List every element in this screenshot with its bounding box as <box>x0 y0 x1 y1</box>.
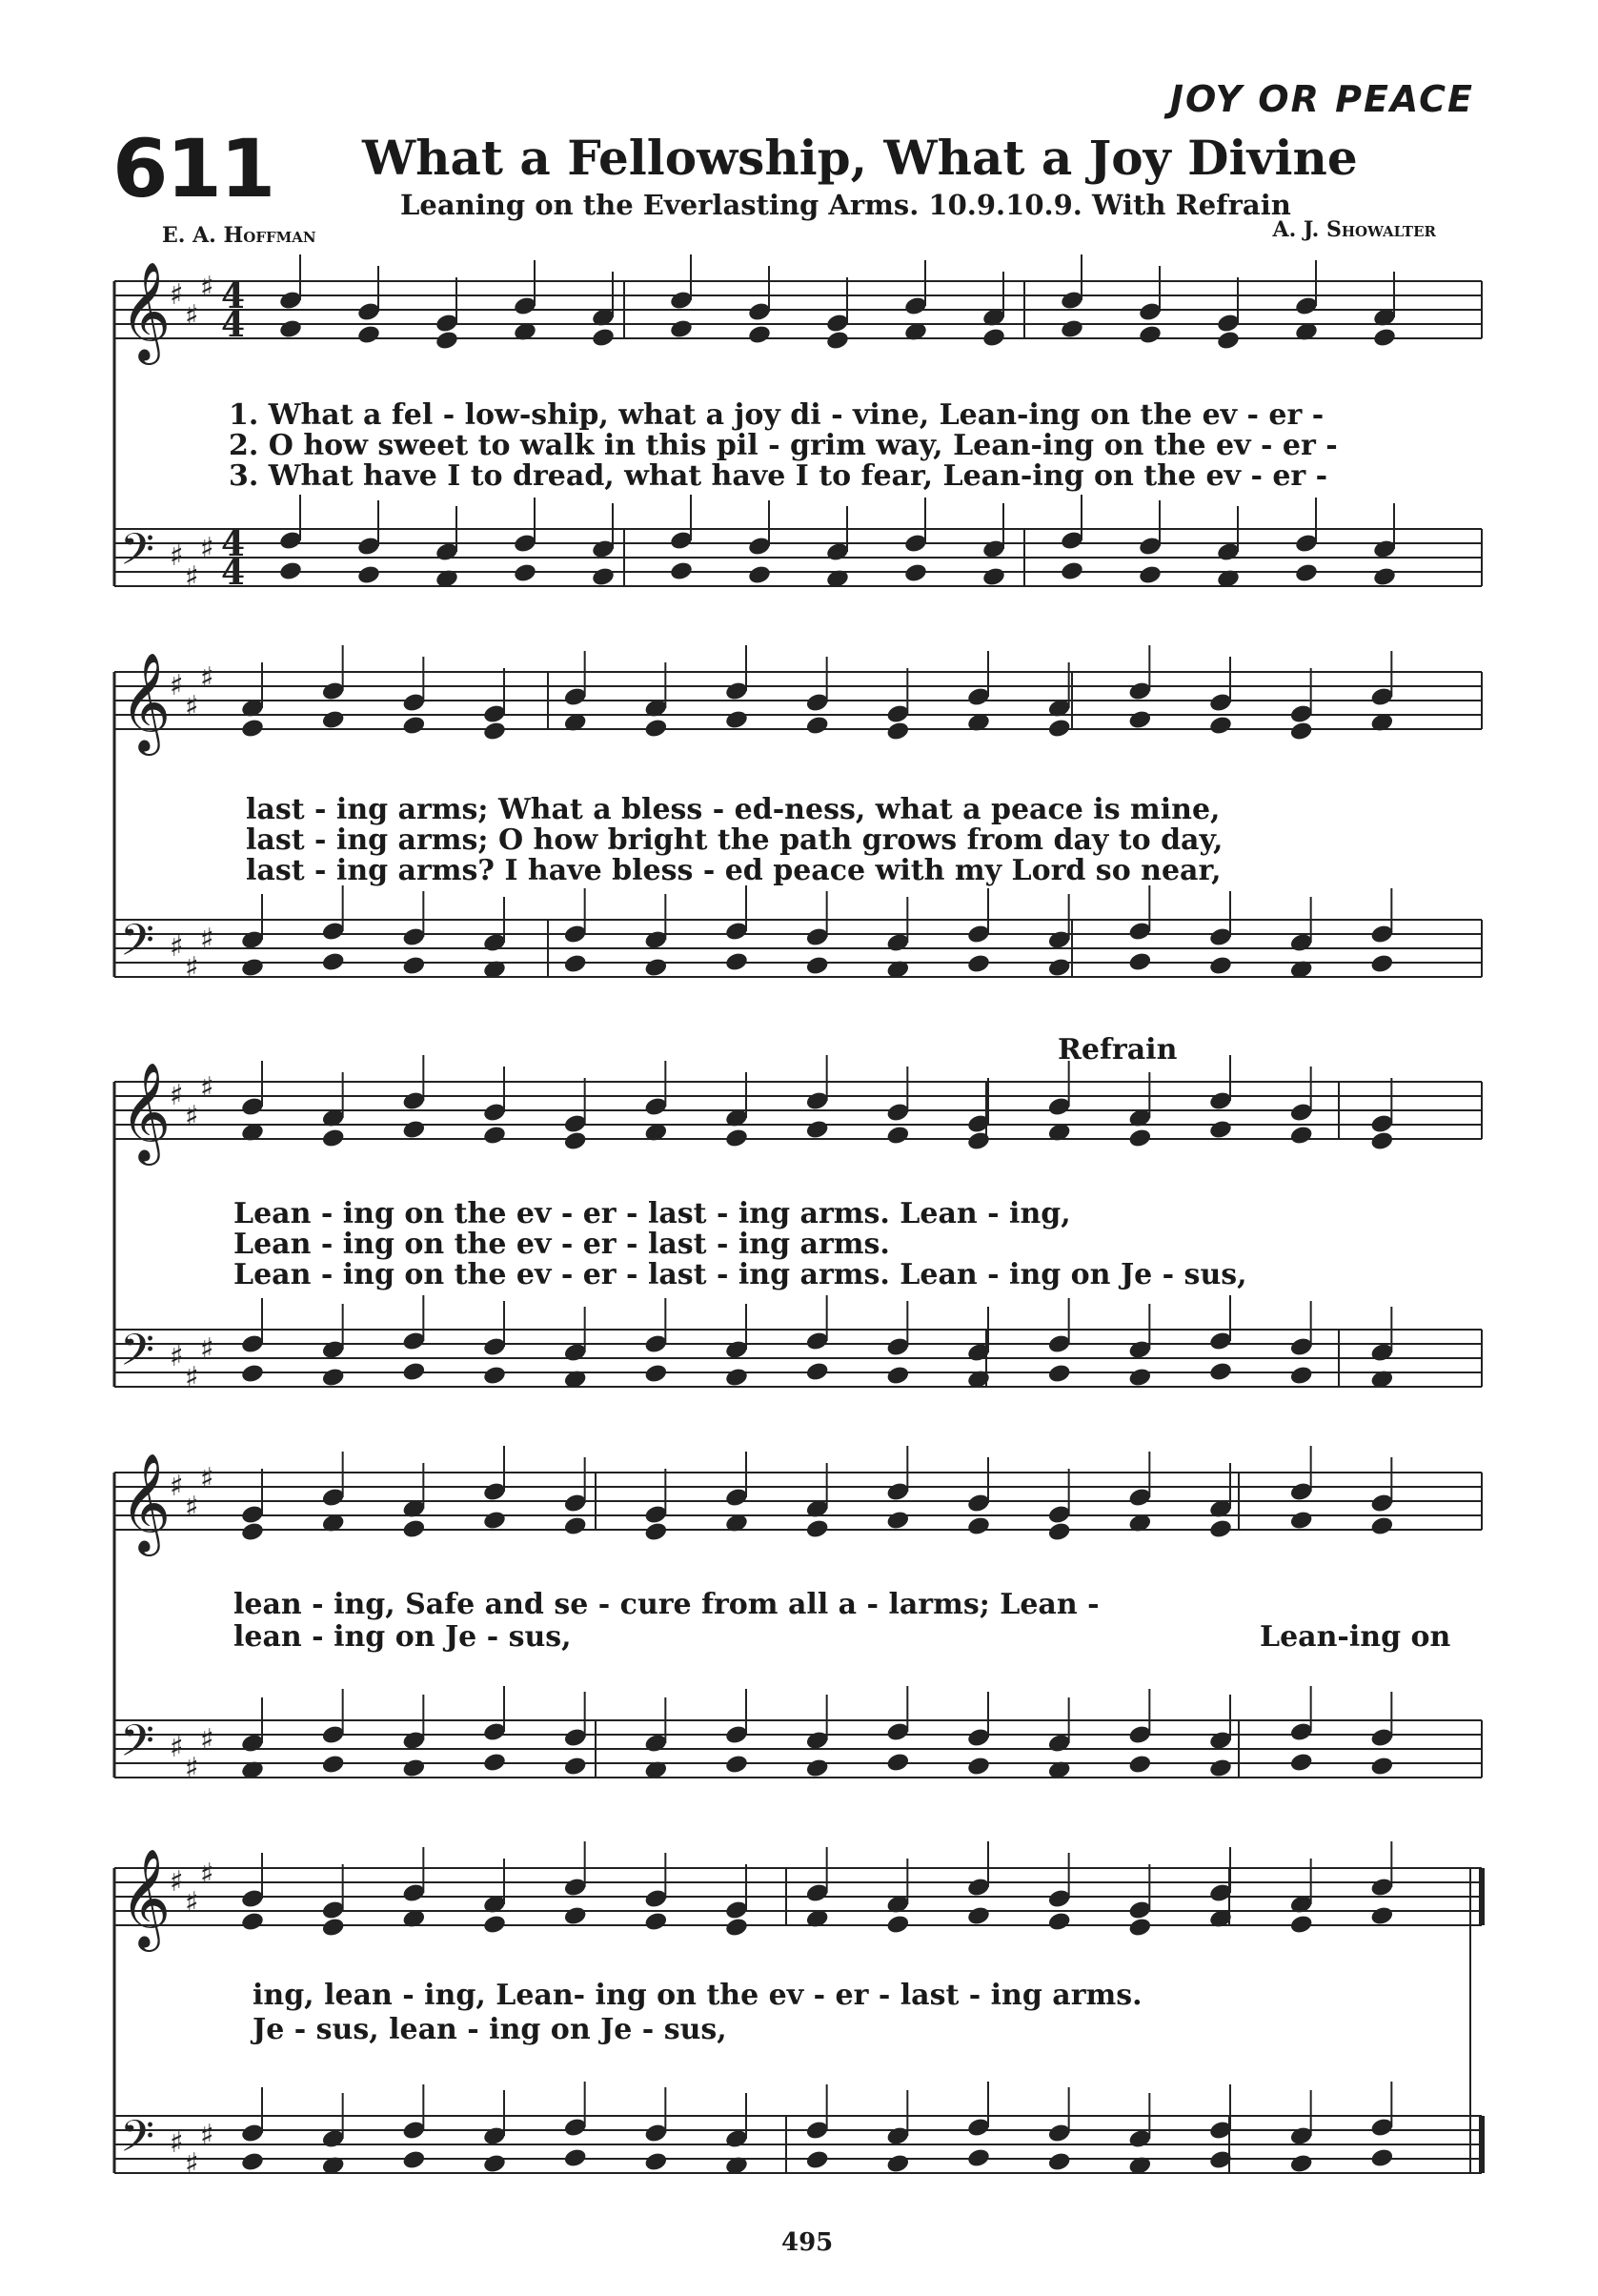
note-head <box>482 721 507 742</box>
note-head <box>1127 1917 1152 1939</box>
note-head <box>1138 324 1163 346</box>
sharp-icon: ♯ <box>200 1462 214 1495</box>
clef-icon: 𝄞 <box>120 261 172 361</box>
note-head <box>1047 1911 1072 1933</box>
note-head <box>1289 2153 1314 2175</box>
clef-icon: 𝄢 <box>120 524 155 586</box>
lyric-line: Lean-ing on <box>1260 1620 1451 1654</box>
note-head <box>885 1752 910 1774</box>
note-head <box>482 1125 507 1147</box>
note-head <box>1372 327 1397 349</box>
note-head <box>321 1917 346 1939</box>
note-head <box>805 715 830 737</box>
note-head <box>563 1130 588 1152</box>
note-head <box>885 2153 910 2175</box>
note-head <box>563 1756 588 1778</box>
note-head <box>1127 1367 1152 1389</box>
note-head <box>885 1914 910 1936</box>
note-head <box>401 1758 426 1779</box>
note-head <box>825 330 850 352</box>
note-head <box>401 955 426 977</box>
lyric-line: lean - ing on Je - sus, <box>233 1620 572 1654</box>
sharp-icon: ♯ <box>200 271 214 304</box>
note-head <box>1127 951 1152 973</box>
note-head <box>240 718 265 740</box>
note-head <box>885 1510 910 1532</box>
sharp-icon: ♯ <box>185 560 199 594</box>
note-head <box>885 721 910 742</box>
sharp-icon: ♯ <box>185 2147 199 2181</box>
note-head <box>1047 1363 1072 1385</box>
clef-icon: 𝄢 <box>120 2111 155 2173</box>
note-head <box>1060 560 1084 582</box>
hymn-title: What a Fellowship, What a Joy Divine <box>362 130 1358 186</box>
note-head <box>321 709 346 731</box>
note-head <box>724 951 749 973</box>
time-signature: 4 <box>221 524 246 564</box>
lyric-line: Je - sus, lean - ing on Je - sus, <box>253 2013 727 2046</box>
clef-icon: 𝄢 <box>120 1716 155 1778</box>
sharp-icon: ♯ <box>200 661 214 695</box>
note-head <box>805 955 830 977</box>
sharp-icon: ♯ <box>185 1491 199 1524</box>
note-head <box>1127 709 1152 731</box>
note-head <box>669 318 694 340</box>
sharp-icon: ♯ <box>170 278 184 312</box>
note-head <box>1289 1125 1314 1147</box>
note-head <box>981 566 1006 588</box>
note-head <box>591 327 616 349</box>
note-head <box>1208 1518 1233 1540</box>
note-head <box>482 1510 507 1532</box>
note-head <box>966 1515 991 1537</box>
note-head <box>482 1365 507 1387</box>
sharp-icon: ♯ <box>185 1361 199 1394</box>
note-head <box>966 1130 991 1152</box>
note-head <box>563 1515 588 1537</box>
section-heading: JOY OR PEACE <box>1169 78 1474 120</box>
note-head <box>643 718 668 740</box>
sharp-icon: ♯ <box>185 1886 199 1920</box>
note-head <box>563 953 588 975</box>
sharp-icon: ♯ <box>200 2119 214 2152</box>
note-head <box>482 1752 507 1774</box>
note-head <box>885 1125 910 1147</box>
tune-line: Leaning on the Everlasting Arms. 10.9.10.9. With Refrain <box>400 189 1291 221</box>
sharp-icon: ♯ <box>170 1865 184 1899</box>
sharp-icon: ♯ <box>170 1340 184 1373</box>
note-head <box>966 953 991 975</box>
clef-icon: 𝄞 <box>120 1848 172 1948</box>
note-head <box>1047 1521 1072 1543</box>
note-head <box>240 1363 265 1385</box>
page-number: 495 <box>781 2228 834 2257</box>
lyric-line: 2. O how sweet to walk in this pil - grim way, Lean-ing on the ev - er - <box>229 429 1338 462</box>
note-head <box>643 1911 668 1933</box>
note-head <box>981 327 1006 349</box>
time-signature: 4 <box>221 276 246 316</box>
note-head <box>591 566 616 588</box>
note-head <box>1216 330 1241 352</box>
composer-credit: A. J. Showalter <box>1272 217 1436 242</box>
note-head <box>1208 1758 1233 1779</box>
sharp-icon: ♯ <box>185 690 199 723</box>
note-head <box>747 324 772 346</box>
lyric-line: last - ing arms; O how bright the path grows from day to day, <box>246 823 1224 857</box>
note-head <box>805 1758 830 1779</box>
note-head <box>747 564 772 586</box>
note-head <box>1127 1754 1152 1776</box>
note-head <box>805 2149 830 2171</box>
sharp-icon: ♯ <box>200 532 214 565</box>
note-head <box>240 1911 265 1933</box>
note-head <box>903 562 928 584</box>
note-head <box>805 1361 830 1383</box>
time-signature: 4 <box>221 553 246 593</box>
note-head <box>321 951 346 973</box>
note-head <box>1369 953 1394 975</box>
note-head <box>1060 318 1084 340</box>
refrain-label: Refrain <box>1058 1033 1178 1067</box>
note-head <box>805 1518 830 1540</box>
note-head <box>1138 564 1163 586</box>
clef-icon: 𝄞 <box>120 1453 172 1553</box>
note-head <box>724 709 749 731</box>
note-head <box>240 1521 265 1543</box>
sharp-icon: ♯ <box>185 1100 199 1133</box>
note-head <box>724 1367 749 1389</box>
sharp-icon: ♯ <box>200 1332 214 1366</box>
note-head <box>1047 957 1072 979</box>
note-head <box>1208 1119 1233 1141</box>
note-head <box>966 1756 991 1778</box>
note-head <box>966 2147 991 2169</box>
note-head <box>482 2153 507 2175</box>
sharp-icon: ♯ <box>200 1858 214 1891</box>
sharp-icon: ♯ <box>185 1752 199 1785</box>
sharp-icon: ♯ <box>170 669 184 702</box>
note-head <box>1208 955 1233 977</box>
clef-icon: 𝄞 <box>120 652 172 752</box>
sharp-icon: ♯ <box>170 2126 184 2160</box>
sharp-icon: ♯ <box>200 1071 214 1105</box>
author-credit: E. A. Hoffman <box>162 223 316 248</box>
note-head <box>885 1365 910 1387</box>
note-head <box>1289 721 1314 742</box>
note-head <box>482 1914 507 1936</box>
note-head <box>643 957 668 979</box>
note-head <box>401 1119 426 1141</box>
note-head <box>513 562 537 584</box>
note-head <box>643 2151 668 2173</box>
note-head <box>563 1905 588 1927</box>
note-head <box>669 560 694 582</box>
note-head <box>643 1521 668 1543</box>
note-head <box>1208 1361 1233 1383</box>
note-head <box>240 2151 265 2173</box>
note-head <box>435 330 459 352</box>
clef-icon: 𝄢 <box>120 915 155 977</box>
lyric-line: ing, lean - ing, Lean- ing on the ev - er - last - ing arms. <box>253 1979 1143 2012</box>
note-head <box>240 957 265 979</box>
note-head <box>563 2147 588 2169</box>
note-head <box>401 1518 426 1540</box>
note-head <box>805 1119 830 1141</box>
note-head <box>278 318 303 340</box>
note-head <box>356 564 381 586</box>
lyric-line: last - ing arms? I have bless - ed peace with my Lord so near, <box>246 854 1222 887</box>
lyric-line: Lean - ing on the ev - er - last - ing arms. Lean - ing on Je - sus, <box>233 1258 1247 1291</box>
lyric-line: last - ing arms; What a bless - ed-ness, what a peace is mine, <box>246 793 1221 826</box>
sharp-icon: ♯ <box>185 951 199 985</box>
note-head <box>1289 1510 1314 1532</box>
note-head <box>401 1361 426 1383</box>
note-head <box>724 1754 749 1776</box>
sharp-icon: ♯ <box>170 539 184 573</box>
note-head <box>643 1363 668 1385</box>
note-head <box>278 560 303 582</box>
note-head <box>1369 1905 1394 1927</box>
clef-icon: 𝄢 <box>120 1325 155 1387</box>
note-head <box>321 1367 346 1389</box>
hymn-number: 611 <box>112 122 274 215</box>
note-head <box>1047 2151 1072 2173</box>
note-head <box>1369 1756 1394 1778</box>
note-head <box>321 1754 346 1776</box>
note-head <box>1369 1130 1394 1152</box>
sharp-icon: ♯ <box>185 299 199 333</box>
sharp-icon: ♯ <box>200 1723 214 1757</box>
note-head <box>1369 1515 1394 1537</box>
note-head <box>1294 562 1319 584</box>
note-head <box>321 1128 346 1149</box>
lyric-line: Lean - ing on the ev - er - last - ing arms. Lean - ing, <box>233 1197 1071 1230</box>
note-head <box>724 1917 749 1939</box>
lyric-line: lean - ing, Safe and se - cure from all a - larms; Lean - <box>233 1588 1100 1621</box>
note-head <box>1208 715 1233 737</box>
note-head <box>1289 1365 1314 1387</box>
note-head <box>1047 718 1072 740</box>
note-head <box>1372 566 1397 588</box>
lyric-line: 1. What a fel - low-ship, what a joy di - vine, Lean-ing on the ev - er - <box>229 398 1325 432</box>
note-head <box>401 715 426 737</box>
sharp-icon: ♯ <box>170 1079 184 1112</box>
note-head <box>1289 1752 1314 1774</box>
lyric-line: Lean - ing on the ev - er - last - ing arms. <box>233 1228 890 1261</box>
sharp-icon: ♯ <box>170 1731 184 1764</box>
time-signature: 4 <box>221 305 246 345</box>
clef-icon: 𝄞 <box>120 1062 172 1162</box>
sharp-icon: ♯ <box>170 1470 184 1503</box>
note-head <box>724 1128 749 1149</box>
note-head <box>966 1905 991 1927</box>
sharp-icon: ♯ <box>170 930 184 964</box>
note-head <box>401 2149 426 2171</box>
note-head <box>356 324 381 346</box>
note-head <box>1289 1914 1314 1936</box>
sharp-icon: ♯ <box>200 923 214 956</box>
lyric-line: 3. What have I to dread, what have I to fear, Lean-ing on the ev - er - <box>229 459 1328 493</box>
note-head <box>1369 2147 1394 2169</box>
note-head <box>1127 1128 1152 1149</box>
